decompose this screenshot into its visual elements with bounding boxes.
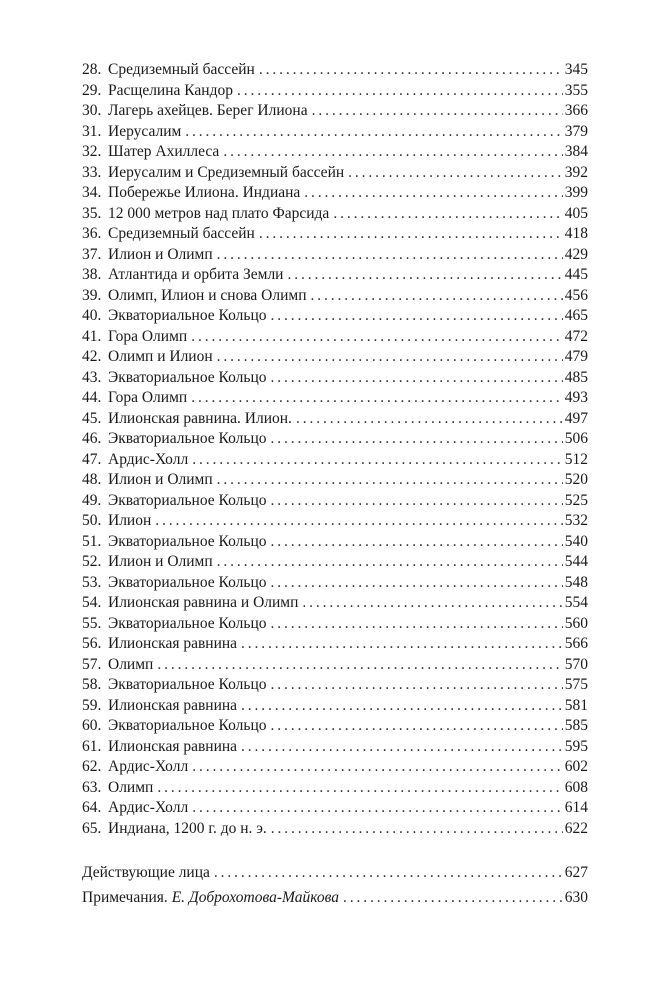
page-number: 445	[564, 266, 588, 283]
chapter-number: 62.	[82, 758, 102, 775]
leader-dots	[333, 204, 562, 225]
entry-title: Илионская равнина и Олимп	[108, 594, 299, 611]
entry-title: Ардис-Холл	[108, 799, 189, 816]
toc-entry	[82, 614, 588, 635]
toc-entry	[82, 429, 588, 450]
page-number: 366	[564, 102, 588, 119]
leader-dots	[271, 306, 563, 327]
toc-entry	[82, 470, 588, 491]
toc-entry	[82, 81, 588, 102]
leader-dots	[223, 142, 562, 163]
entry-title: Гора Олимп	[108, 327, 188, 345]
entry-title: Средиземный бассейн	[108, 61, 255, 78]
leader-dots	[343, 885, 563, 910]
chapter-number: 39.	[82, 286, 102, 304]
chapter-number: 58.	[82, 676, 102, 693]
chapter-number: 44.	[82, 389, 102, 406]
leader-dots	[192, 798, 563, 819]
leader-dots	[259, 224, 563, 245]
chapter-number: 50.	[82, 512, 102, 529]
toc-entry	[82, 491, 588, 512]
leader-dots	[312, 101, 563, 122]
leader-dots	[271, 716, 563, 737]
entry-title: Экваториальное Кольцо	[108, 368, 267, 386]
chapter-number: 65.	[82, 819, 102, 837]
chapter-number: 60.	[82, 717, 102, 734]
leader-dots	[241, 634, 563, 655]
toc-entry	[82, 450, 588, 471]
leader-dots	[217, 470, 563, 491]
leader-dots	[271, 573, 563, 594]
chapter-number: 55.	[82, 614, 102, 632]
page-number: 544	[564, 553, 588, 570]
leader-dots	[304, 183, 562, 204]
chapter-number: 56.	[82, 635, 102, 652]
page-number: 595	[564, 737, 588, 755]
page-number: 630	[564, 889, 588, 906]
page-number: 399	[564, 184, 588, 201]
page-number: 479	[564, 348, 588, 365]
toc-entry	[82, 327, 588, 348]
toc-entry	[82, 265, 588, 286]
leader-dots	[185, 122, 562, 143]
toc-entry	[82, 60, 588, 81]
entry-title: Экваториальное Кольцо	[108, 430, 267, 447]
entry-title: Ардис-Холл	[108, 450, 189, 468]
toc-entry	[82, 675, 588, 696]
page-number: 405	[564, 204, 588, 222]
entry-title: Индиана, 1200 г. до н. э.	[108, 819, 267, 837]
chapter-number: 48.	[82, 471, 102, 488]
leader-dots	[155, 511, 562, 532]
entry-title: Действующие лица	[82, 864, 210, 881]
chapter-number: 63.	[82, 778, 102, 796]
toc-entry	[82, 819, 588, 840]
toc-entry	[82, 757, 588, 778]
entry-title: Иерусалим	[108, 122, 182, 140]
toc-entry	[82, 388, 588, 409]
leader-dots	[217, 552, 563, 573]
chapter-number: 64.	[82, 799, 102, 816]
page-number: 627	[564, 864, 588, 881]
leader-dots	[191, 327, 563, 348]
entry-title: Ардис-Холл	[108, 758, 189, 775]
toc-entry	[82, 716, 588, 737]
entry-title	[82, 885, 343, 910]
chapter-number: 42.	[82, 348, 102, 365]
leader-dots	[287, 265, 562, 286]
toc-entry	[82, 737, 588, 758]
toc-entry	[82, 204, 588, 225]
entry-title: Экваториальное Кольцо	[108, 676, 267, 693]
entry-title: Экваториальное Кольцо	[108, 573, 267, 591]
leader-dots	[311, 286, 563, 307]
entry-title: Илион	[108, 512, 152, 529]
page-number: 418	[564, 225, 588, 242]
toc-entry	[82, 552, 588, 573]
leader-dots	[271, 429, 563, 450]
entry-title: Экваториальное Кольцо	[108, 717, 267, 734]
chapter-number: 59.	[82, 696, 102, 714]
page-number: 384	[564, 143, 588, 160]
toc-entry	[82, 573, 588, 594]
page-number: 512	[564, 450, 588, 468]
chapter-number: 61.	[82, 737, 102, 755]
toc-entry	[82, 306, 588, 327]
page-number: 429	[564, 245, 588, 263]
entry-title: Экваториальное Кольцо	[108, 307, 267, 324]
entry-title: Олимп	[108, 778, 154, 796]
chapter-number: 47.	[82, 450, 102, 468]
leader-dots	[192, 757, 563, 778]
toc-entry	[82, 163, 588, 184]
entry-title: Илионская равнина	[108, 737, 238, 755]
page-number: 554	[564, 594, 588, 611]
leader-dots	[348, 163, 563, 184]
toc-entry	[82, 532, 588, 553]
page-number: 456	[564, 286, 588, 304]
page-number: 548	[564, 573, 588, 591]
toc-entry	[82, 224, 588, 245]
chapter-number: 30.	[82, 102, 102, 119]
entry-title: Олимп и Илион	[108, 348, 213, 365]
toc-entry	[82, 593, 588, 614]
chapter-number: 40.	[82, 307, 102, 324]
page-number: 465	[564, 307, 588, 324]
entry-title: Экваториальное Кольцо	[108, 532, 267, 550]
entry-title: Лагерь ахейцев. Берег Илиона	[108, 102, 308, 119]
page-number: 497	[564, 409, 588, 427]
page-number: 608	[564, 778, 588, 796]
page-number: 525	[564, 491, 588, 509]
entry-title: Илионская равнина	[108, 635, 238, 652]
chapter-number: 32.	[82, 143, 102, 160]
entry-title: 12 000 метров над плато Фарсида	[108, 204, 330, 222]
notes-author: Е. Доброхотова-Майкова	[171, 889, 339, 906]
toc-entry-notes	[82, 885, 588, 910]
leader-dots	[241, 696, 563, 717]
page-number: 392	[564, 163, 588, 181]
page-number: 345	[564, 61, 588, 78]
notes-label: Примечания.	[82, 889, 168, 906]
leader-dots	[271, 532, 563, 553]
page-number: 506	[564, 430, 588, 447]
chapter-number: 52.	[82, 553, 102, 570]
entry-title: Шатер Ахиллеса	[108, 143, 220, 160]
toc-entry	[82, 142, 588, 163]
toc-entry	[82, 101, 588, 122]
entry-title: Илион и Олимп	[108, 245, 213, 263]
leader-dots	[296, 409, 563, 430]
page-number: 570	[564, 655, 588, 673]
leader-dots	[271, 491, 563, 512]
leader-dots	[217, 245, 563, 266]
chapter-number: 41.	[82, 327, 102, 345]
page-number: 614	[564, 799, 588, 816]
page-number: 520	[564, 471, 588, 488]
chapter-number: 45.	[82, 409, 102, 427]
chapter-number: 49.	[82, 491, 102, 509]
entry-title: Иерусалим и Средиземный бассейн	[108, 163, 345, 181]
leader-dots	[271, 675, 563, 696]
page-number: 560	[564, 614, 588, 632]
chapter-number: 51.	[82, 532, 102, 550]
toc-entry	[82, 286, 588, 307]
chapter-number: 53.	[82, 573, 102, 591]
toc-entry	[82, 778, 588, 799]
leader-dots	[302, 593, 562, 614]
chapter-number: 38.	[82, 266, 102, 283]
page-number: 493	[564, 389, 588, 406]
leader-dots	[237, 81, 563, 102]
toc-entry	[82, 511, 588, 532]
leader-dots	[191, 388, 563, 409]
leader-dots	[241, 737, 563, 758]
chapter-number: 31.	[82, 122, 102, 140]
table-of-contents	[82, 60, 588, 839]
toc-entry	[82, 368, 588, 389]
toc-entry	[82, 696, 588, 717]
leader-dots	[192, 450, 563, 471]
chapter-number: 34.	[82, 184, 102, 201]
entry-title: Побережье Илиона. Индиана	[108, 184, 301, 201]
page-number: 355	[564, 81, 588, 99]
entry-title: Расщелина Кандор	[108, 81, 233, 99]
chapter-number: 36.	[82, 225, 102, 242]
page-number: 575	[564, 676, 588, 693]
leader-dots	[214, 860, 563, 885]
entry-title: Илионская равнина	[108, 696, 238, 714]
back-matter	[82, 860, 588, 910]
page-number: 566	[564, 635, 588, 652]
leader-dots	[157, 655, 562, 676]
page-number: 472	[564, 327, 588, 345]
entry-title: Илион и Олимп	[108, 471, 213, 488]
toc-entry	[82, 122, 588, 143]
chapter-number: 33.	[82, 163, 102, 181]
page-number: 622	[564, 819, 588, 837]
toc-entry	[82, 655, 588, 676]
toc-entry	[82, 409, 588, 430]
entry-title: Атлантида и орбита Земли	[108, 266, 284, 283]
leader-dots	[271, 819, 563, 840]
leader-dots	[271, 614, 563, 635]
chapter-number: 57.	[82, 655, 102, 673]
chapter-number: 37.	[82, 245, 102, 263]
page-number: 602	[564, 758, 588, 775]
entry-title: Средиземный бассейн	[108, 225, 255, 242]
toc-entry	[82, 245, 588, 266]
toc-entry-characters	[82, 860, 588, 885]
leader-dots	[271, 368, 563, 389]
leader-dots	[217, 347, 563, 368]
page-number: 485	[564, 368, 588, 386]
page-number: 379	[564, 122, 588, 140]
entry-title: Экваториальное Кольцо	[108, 491, 267, 509]
page-number: 585	[564, 717, 588, 734]
leader-dots	[259, 60, 563, 81]
toc-entry	[82, 347, 588, 368]
page-number: 581	[564, 696, 588, 714]
leader-dots	[157, 778, 562, 799]
entry-title: Илион и Олимп	[108, 553, 213, 570]
entry-title: Олимп	[108, 655, 154, 673]
toc-entry	[82, 798, 588, 819]
chapter-number: 35.	[82, 204, 102, 222]
page-number: 540	[564, 532, 588, 550]
page-number: 532	[564, 512, 588, 529]
chapter-number: 54.	[82, 594, 102, 611]
entry-title: Олимп, Илион и снова Олимп	[108, 286, 307, 304]
entry-title: Экваториальное Кольцо	[108, 614, 267, 632]
toc-entry	[82, 183, 588, 204]
chapter-number: 43.	[82, 368, 102, 386]
chapter-number: 29.	[82, 81, 102, 99]
entry-title: Гора Олимп	[108, 389, 188, 406]
chapter-number: 46.	[82, 430, 102, 447]
entry-title: Илионская равнина. Илион.	[108, 409, 292, 427]
chapter-number: 28.	[82, 61, 102, 78]
toc-entry	[82, 634, 588, 655]
